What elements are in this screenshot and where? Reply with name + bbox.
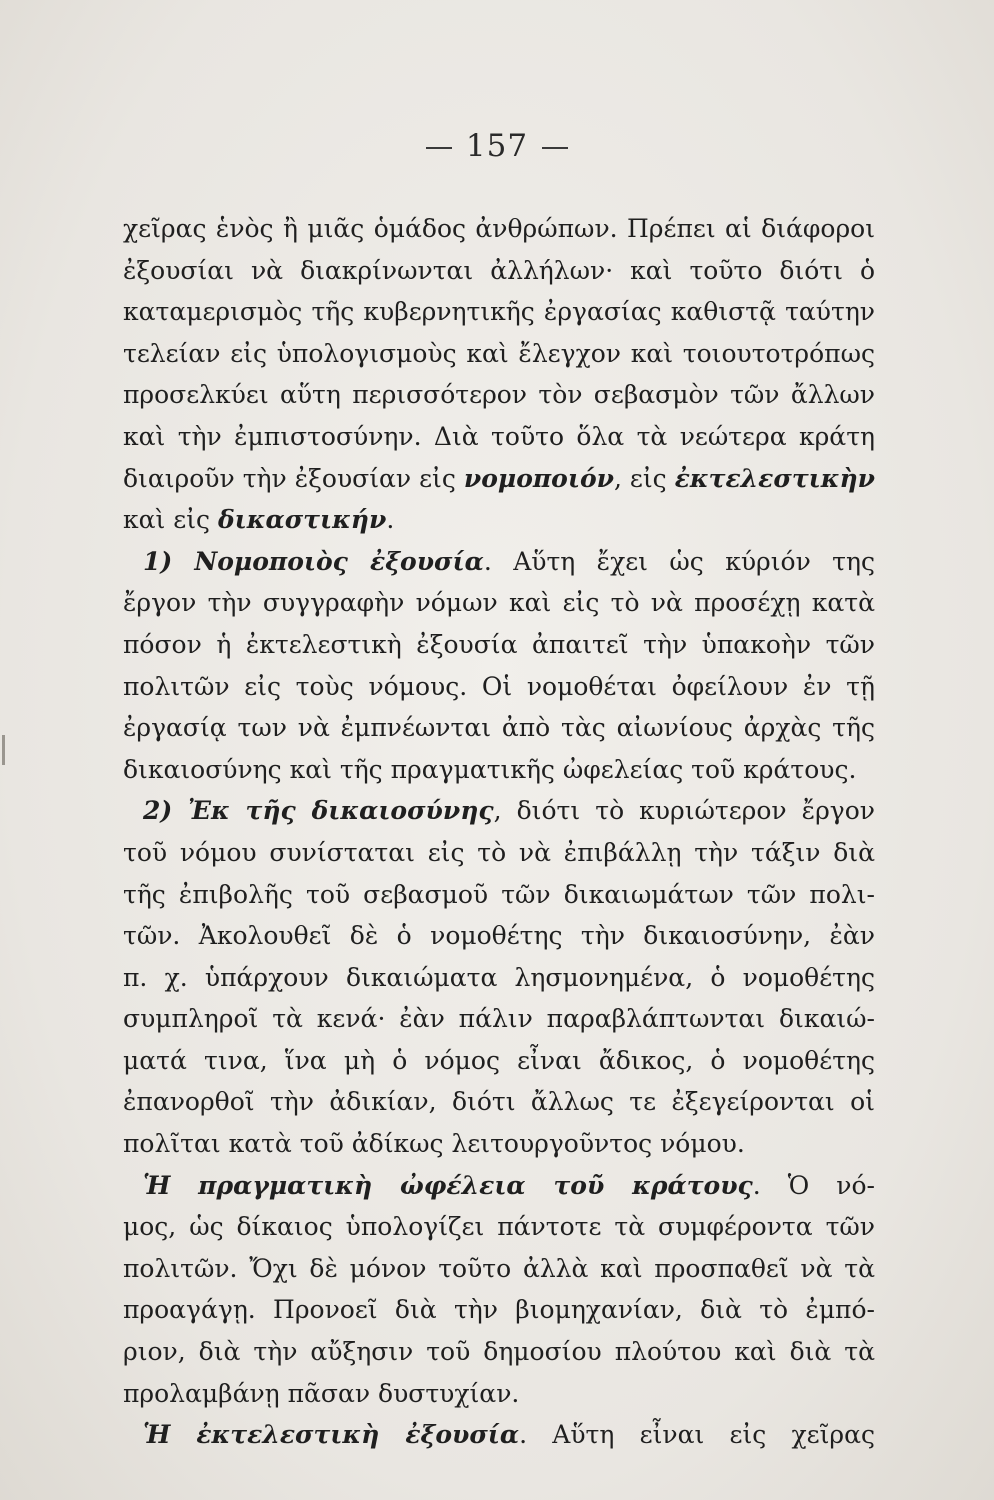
text-line-content: τελείαν εἰς ὑπολογισμοὺς καὶ ἔλεγχον καὶ τοιουτοτρόπως — [123, 338, 875, 368]
text-line — [123, 1248, 875, 1290]
text-line — [123, 749, 875, 791]
text-line — [123, 874, 875, 916]
emphasized-heading-text: 1) Νομοποιὸς ἐξουσία — [143, 546, 484, 576]
text-line — [123, 499, 875, 541]
text-line-content: μος, ὡς δίκαιος ὑπολογίζει πάντοτε τὰ συμφέροντα τῶν — [123, 1212, 875, 1242]
text-line — [123, 250, 875, 292]
text-line-content: ἐξουσίαι νὰ διακρίνωνται ἀλλήλων· καὶ τοῦτο διότι ὁ — [123, 255, 875, 285]
text-line-content: τῆς ἐπιβολῆς τοῦ σεβασμοῦ τῶν δικαιωμάτων τῶν πολι- — [123, 879, 875, 909]
emphasized-heading-text: Ἡ πραγματικὴ ὠφέλεια τοῦ κράτους — [143, 1170, 753, 1200]
scan-edge-mark — [2, 735, 5, 765]
text-line — [123, 291, 875, 333]
text-line-content: χεῖρας ἑνὸς ἢ μιᾶς ὁμάδος ἀνθρώπων. Πρέπει αἱ διάφοροι — [123, 214, 875, 243]
text-line-content: καὶ τὴν ἐμπιστοσύνην. Διὰ τοῦτο ὅλα τὰ νεώτερα κράτη — [123, 421, 875, 451]
text-line-content: ἐργασίᾳ των νὰ ἐμπνέωνται ἀπὸ τὰς αἰωνίους ἀρχὰς τῆς — [123, 713, 875, 743]
text-line-content: συμπληροῖ τὰ κενά· ἐὰν πάλιν παραβλάπτωνται δικαιώ- — [123, 1004, 875, 1034]
text-line — [123, 1289, 875, 1331]
text-line — [123, 666, 875, 708]
text-line-content: ριον, διὰ τὴν αὔξησιν τοῦ δημοσίου πλούτου καὶ διὰ τὰ — [123, 1337, 875, 1367]
text-line — [123, 541, 875, 583]
emphasized-heading-text: δικαστικήν — [217, 505, 387, 535]
emphasized-heading-text: νομοποιόν — [463, 463, 614, 493]
text-line — [123, 998, 875, 1040]
text-line-segment: , διότι τὸ κυριώτερον ἔργον — [493, 796, 875, 826]
emphasized-heading-text: Ἡ ἐκτελεστικὴ ἐξουσία — [143, 1420, 520, 1450]
emphasized-heading-text: 2) Ἐκ τῆς δικαιοσύνης — [143, 796, 494, 826]
text-line-content: προαγάγῃ. Προνοεῖ διὰ τὴν βιομηχανίαν, διὰ τὸ ἐμπό- — [123, 1295, 875, 1325]
page-number: 157 — [465, 128, 529, 164]
text-line — [123, 1414, 875, 1456]
text-line-content: ἔργον τὴν συγγραφὴν νόμων καὶ εἰς τὸ νὰ προσέχῃ κατὰ — [123, 588, 875, 618]
text-line-content: πολιτῶν. Ὄχι δὲ μόνον τοῦτο ἀλλὰ καὶ προσπαθεῖ νὰ τὰ — [123, 1253, 875, 1283]
text-line — [123, 1081, 875, 1123]
text-line-content: πολῖται κατὰ τοῦ ἀδίκως λειτουργοῦντος νόμου. — [123, 1129, 745, 1159]
body-text — [123, 208, 875, 1456]
text-line-content: πολιτῶν εἰς τοὺς νόμους. Οἱ νομοθέται ὀφείλουν ἐν τῇ — [123, 671, 875, 701]
text-line — [123, 416, 875, 458]
text-line-content: καταμερισμὸς τῆς κυβερνητικῆς ἐργασίας καθιστᾷ ταύτην — [123, 297, 875, 327]
emphasized-heading-text: ἐκτελεστικὴν — [674, 463, 875, 493]
text-line — [123, 1040, 875, 1082]
text-line-content: προσελκύει αὕτη περισσότερον τὸν σεβασμὸν τῶν ἄλλων — [123, 380, 875, 410]
text-line — [123, 1123, 875, 1165]
text-line — [123, 333, 875, 375]
text-line-content: π. χ. ὑπάρχουν δικαιώματα λησμονημένα, ὁ νομοθέτης — [123, 962, 875, 992]
text-line — [123, 707, 875, 749]
header-dash-right — [542, 147, 568, 149]
text-line — [123, 582, 875, 624]
text-line — [123, 208, 875, 250]
text-line-segment: , εἰς — [613, 463, 675, 493]
text-line-content: ἐπανορθοῖ τὴν ἀδικίαν, διότι ἄλλως τε ἐξεγείρονται οἱ — [123, 1087, 875, 1117]
text-line — [123, 1206, 875, 1248]
text-line-content: τοῦ νόμου συνίσταται εἰς τὸ νὰ ἐπιβάλλῃ τὴν τάξιν διὰ — [123, 837, 875, 867]
text-line — [123, 832, 875, 874]
text-line — [123, 957, 875, 999]
text-line — [123, 915, 875, 957]
text-line-content: δικαιοσύνης καὶ τῆς πραγματικῆς ὠφελείας τοῦ κράτους. — [123, 754, 857, 784]
text-line-segment: καὶ εἰς — [123, 505, 218, 535]
text-line — [123, 790, 875, 832]
page-header — [0, 128, 994, 164]
text-line-content: ματά τινα, ἵνα μὴ ὁ νόμος εἶναι ἄδικος, ὁ νομοθέτης — [123, 1045, 875, 1075]
text-line-segment: . Ὁ νό- — [752, 1170, 875, 1200]
text-line-content: πόσον ἡ ἐκτελεστικὴ ἐξουσία ἀπαιτεῖ τὴν ὑπακοὴν τῶν — [123, 629, 875, 659]
text-line-content: προλαμβάνῃ πᾶσαν δυστυχίαν. — [123, 1378, 520, 1408]
text-line — [123, 458, 875, 500]
text-line — [123, 374, 875, 416]
text-line-content: τῶν. Ἀκολουθεῖ δὲ ὁ νομοθέτης τὴν δικαιοσύνην, ἐὰν — [123, 921, 875, 951]
text-line-segment: . Αὕτη εἶναι εἰς χεῖρας — [519, 1420, 875, 1450]
text-line-segment: . Αὕτη ἔχει ὡς κύριόν της — [483, 546, 875, 576]
header-dash-left — [426, 147, 452, 149]
text-line — [123, 624, 875, 666]
text-line-segment: διαιροῦν τὴν ἐξουσίαν εἰς — [123, 463, 464, 493]
text-line-segment: . — [386, 505, 395, 535]
text-line — [123, 1165, 875, 1207]
text-line — [123, 1331, 875, 1373]
text-line — [123, 1373, 875, 1415]
